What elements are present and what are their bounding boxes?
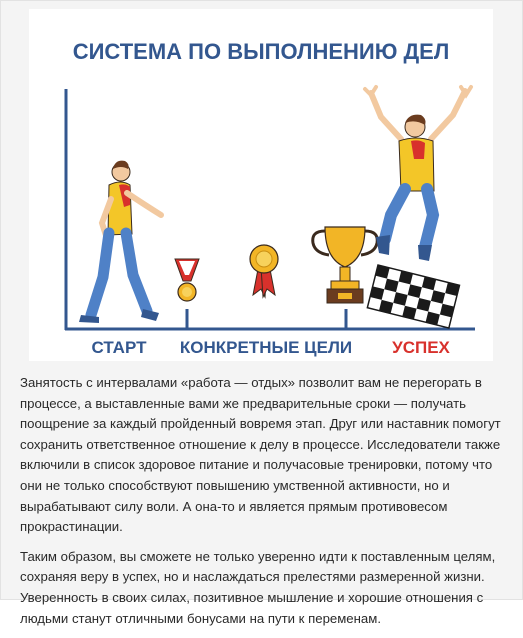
walking-man-icon bbox=[79, 161, 161, 323]
infographic-title: СИСТЕМА ПО ВЫПОЛНЕНИЮ ДЕЛ bbox=[72, 39, 450, 64]
label-success: УСПЕХ bbox=[392, 338, 450, 357]
jumping-man-icon bbox=[365, 87, 471, 261]
finish-flag-icon bbox=[367, 265, 459, 328]
label-goals: КОНКРЕТНЫЕ ЦЕЛИ bbox=[179, 338, 353, 357]
label-start: СТАРТ bbox=[91, 338, 147, 357]
article-paragraph: Занятость с интервалами «работа — отдых» позволит вам не перегорать в процессе, а выставленные вами же предварительные сроки — получать поощрение за каждый пройденный вовремя этап. Друг или наставник помогут сохранить ответственное отношение к делу в процессе. Исследователи также включили в список здоровое питание и получасовые тренировки, потому что они не только способствуют повышению умственной активности, но и вырабатывают силу воли. А она-то и является прямым противовесом прокрастинации. bbox=[20, 375, 501, 535]
medal-icon bbox=[175, 259, 199, 301]
article-paragraph: Таким образом, вы сможете не только уверенно идти к поставленным целям, сохраняя веру в успех, но и наслаждаться прелестями размеренной жизни. Уверенность в своих силах, позитивное мышление и хорошие отношения с людьми станут отличными бонусами на пути к переменам. bbox=[20, 548, 496, 626]
infographic-canvas bbox=[29, 9, 493, 361]
article-text bbox=[20, 373, 508, 638]
award-ribbon-icon bbox=[250, 245, 278, 297]
trophy-icon bbox=[313, 227, 378, 303]
infographic bbox=[29, 9, 493, 361]
